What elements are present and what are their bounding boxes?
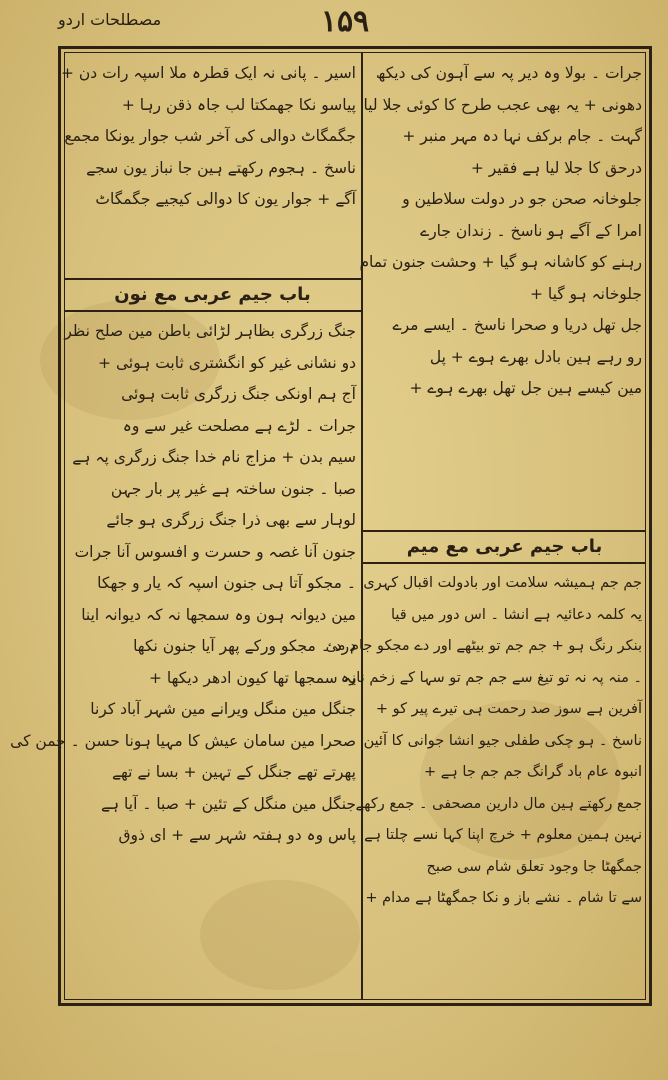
text-line: یہ کلمہ دعائیہ ہے انشا ۔ اس دور میں قیا bbox=[390, 606, 642, 623]
left-column-body bbox=[10, 316, 356, 852]
text-line: جنگ زرگری بظاہر لڑائی باطن مین صلح نظر bbox=[64, 322, 356, 340]
text-line: آج ہم اونکی جنگ زرگری ثابت ہوئی bbox=[121, 385, 356, 403]
text-line: جنگل مین منگل ویرانے مین شہر آباد کرنا bbox=[90, 700, 356, 718]
text-line: درد ۔ مجکو ورکے پھر آیا جنون نکھا bbox=[133, 637, 356, 655]
text-line: جل تھل دریا و صحرا ناسخ ۔ ایسے مرے bbox=[392, 316, 642, 334]
text-line: ۔ مجکو آتا ہی جنون اسپہ کہ یار و جھکا bbox=[97, 574, 356, 592]
text-line: جنون آنا غصہ و حسرت و افسوس آنا جرات bbox=[74, 542, 356, 561]
text-line: جرات ۔ لڑے ہے مصلحت غیر سے وہ bbox=[122, 416, 356, 435]
text-line: رہنے کو کاشانہ ہو گیا + وحشت جنون تمام bbox=[359, 253, 642, 271]
text-line: لوہار سے بھی ذرا جنگ زرگری ہو جائے bbox=[106, 511, 356, 529]
text-line: پیاسو نکا جھمکتا لب جاہ ذقن رہا + bbox=[121, 95, 356, 114]
text-line: بنکر رنگ ہو + جم جم تو بیٹھے اور دے مجکو جام مئ bbox=[325, 638, 642, 654]
text-line: رو رہے ہین بادل بھرے ہوے + پل bbox=[429, 347, 642, 366]
text-line: جرات ۔ بولا وہ دیر پہ سے آہون کی دیکھ bbox=[375, 64, 642, 82]
section-heading-jeem-noon: باب جیم عربی مع نون bbox=[64, 278, 361, 312]
text-line: گہت ۔ جام برکف نہا دہ مہر منبر + bbox=[402, 127, 642, 145]
text-line: پاس وہ دو ہفتہ شہر سے + ای ذوق bbox=[118, 826, 356, 844]
text-line: صبا ۔ جنون ساختہ ہے غیر پر بار جہن bbox=[110, 479, 356, 498]
text-line: جم جم ہمیشہ سلامت اور بادولت اقبال کہری bbox=[363, 575, 642, 591]
section-heading-jeem-meem: باب جیم عربی مع میم bbox=[363, 530, 646, 564]
text-line: ناسخ ۔ ہو چکی طفلی جیو انشا جوانی کا آئین bbox=[363, 732, 642, 749]
text-line: مین کیسے ہین جل تھل بھرے ہوے + bbox=[409, 379, 642, 397]
text-line: سے تا شام ۔ نشے باز و نکا جمگھٹا ہے مدام + bbox=[365, 890, 642, 906]
text-line: آگے + جوار یون کا دوالی کیجیے جگمگاٹ bbox=[95, 190, 356, 208]
left-column-top bbox=[60, 58, 356, 216]
right-column-body bbox=[325, 568, 642, 915]
text-line: جگمگاٹ دوالی کی آخر شب جوار یونکا مجمع bbox=[64, 127, 356, 145]
text-line: مین دیوانہ ہون وہ سمجھا نہ کہ دیوانہ اینا bbox=[81, 605, 356, 624]
page-number: ۱۵۹ bbox=[320, 4, 370, 39]
text-line: یہ سمجھا تھا کیون ادھر دیکھا + bbox=[149, 668, 356, 687]
text-line: جنگل مین منگل کے تئین + صبا ۔ آیا ہے bbox=[100, 794, 356, 813]
text-line: صحرا مین سامان عیش کا مہیا ہونا حسن ۔ جمن کی bbox=[10, 731, 356, 750]
text-line: درحق کا جلا لیا ہے فقیر + bbox=[470, 158, 642, 177]
text-line: انبوہ عام باد گرانگ جم جم جا ہے + bbox=[424, 764, 642, 780]
text-line: ۔ منہ پہ نہ تو تیغ سے جم جم تو سہا کے زخم نازہ bbox=[340, 669, 642, 686]
text-line: پھرتے تھے جنگل کے تہین + بسا نے تھے bbox=[111, 763, 356, 781]
text-line: جمگھٹا جا وجود تعلق شام سی صبح bbox=[426, 858, 642, 875]
column-divider bbox=[361, 52, 363, 1000]
text-line: ناسخ ۔ ہجوم رکھتے ہین جا نباز یون سجے bbox=[86, 158, 356, 177]
running-header: مصطلحات اردو bbox=[58, 10, 162, 29]
text-line: آفرین ہے سوز صد رحمت ہی تیرے پیر کو + bbox=[375, 701, 642, 717]
text-line: جلوخانہ صحن جو در دولت سلاطین و bbox=[402, 190, 642, 208]
text-line: جلوخانہ ہو گیا + bbox=[529, 284, 642, 303]
right-column-top bbox=[359, 58, 642, 405]
text-line: دو نشانی غیر کو انگشتری ثابت ہوئی + bbox=[98, 353, 356, 372]
text-line: نہین ہمین معلوم + خرچ اپنا کہا نسے چلتا ہے bbox=[364, 827, 642, 843]
text-line: سیم بدن + مزاج نام خدا جنگ زرگری پہ ہے bbox=[72, 448, 356, 466]
text-line: اسیر ۔ پانی نہ ایک قطرہ ملا اسپہ رات دن + bbox=[60, 64, 356, 82]
text-line: دھونی + یہ بھی عجب طرح کا کوئی جلا لیا bbox=[363, 95, 642, 114]
text-line: امرا کے آگے ہو ناسخ ۔ زندان جارے bbox=[420, 221, 642, 240]
text-line: جمع رکھتے ہین مال دارین مصحفی ۔ جمع رکھے bbox=[355, 795, 642, 812]
